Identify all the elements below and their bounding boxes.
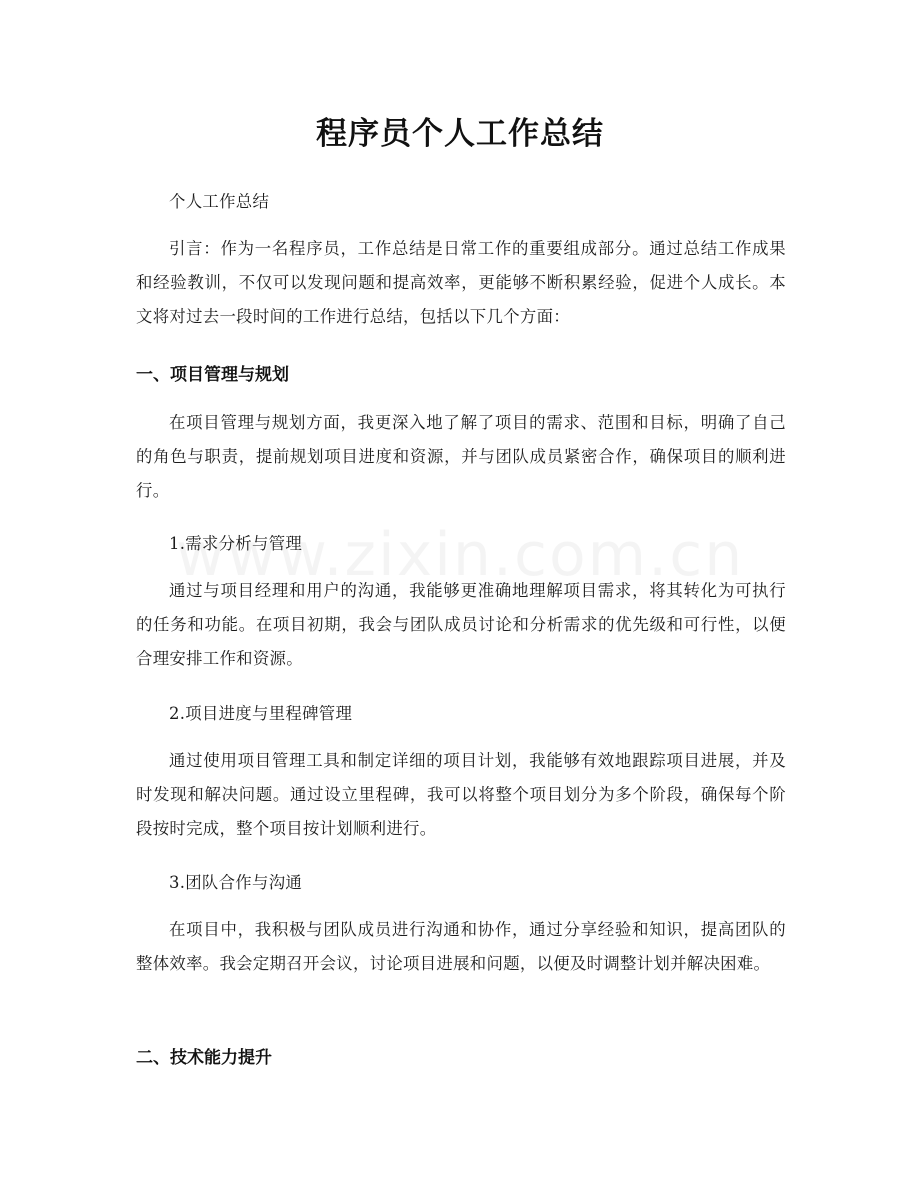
item-paragraph-3: [136, 913, 786, 981]
item-text: 在项目中，我积极与团队成员进行沟通和协作，通过分享经验和知识，提高团队的整体效率。我会定期召开会议，讨论项目进展和问题，以便及时调整计划并解决困难。: [136, 920, 786, 973]
item-paragraph-2: [136, 744, 786, 846]
intro-paragraph: [136, 232, 786, 334]
item-title-2: [136, 697, 786, 731]
item-title-text: 3.团队合作与沟通: [169, 873, 303, 892]
item-title-text: 1.需求分析与管理: [169, 534, 303, 553]
item-text: 通过使用项目管理工具和制定详细的项目计划，我能够有效地跟踪项目进展，并及时发现和解决问题。通过设立里程碑，我可以将整个项目划分为多个阶段，确保每个阶段按时完成，整个项目按计划顺利进行。: [136, 751, 786, 838]
item-title-1: [136, 527, 786, 561]
intro-text: 引言：作为一名程序员，工作总结是日常工作的重要组成部分。通过总结工作成果和经验教训，不仅可以发现问题和提高效率，更能够不断积累经验，促进个人成长。本文将对过去一段时间的工作进行总结，包括以下几个方面：: [136, 239, 786, 326]
section1-paragraph: [136, 406, 786, 508]
item-title-text: 2.项目进度与里程碑管理: [169, 704, 353, 723]
item-text: 通过与项目经理和用户的沟通，我能够更准确地理解项目需求，将其转化为可执行的任务和功能。在项目初期，我会与团队成员讨论和分析需求的优先级和可行性，以便合理安排工作和资源。: [136, 581, 786, 668]
item-paragraph-1: [136, 574, 786, 676]
section-heading-1: 一、项目管理与规划: [136, 365, 289, 385]
subtitle-text: 个人工作总结: [169, 192, 270, 211]
section1-text: 在项目管理与规划方面，我更深入地了解了项目的需求、范围和目标，明确了自己的角色与职责，提前规划项目进度和资源，并与团队成员紧密合作，确保项目的顺利进行。: [136, 413, 786, 500]
item-title-3: [136, 866, 786, 900]
section-heading-2: 二、技术能力提升: [136, 1048, 272, 1068]
document-title: 程序员个人工作总结: [316, 116, 604, 152]
document-subtitle: [136, 185, 786, 219]
